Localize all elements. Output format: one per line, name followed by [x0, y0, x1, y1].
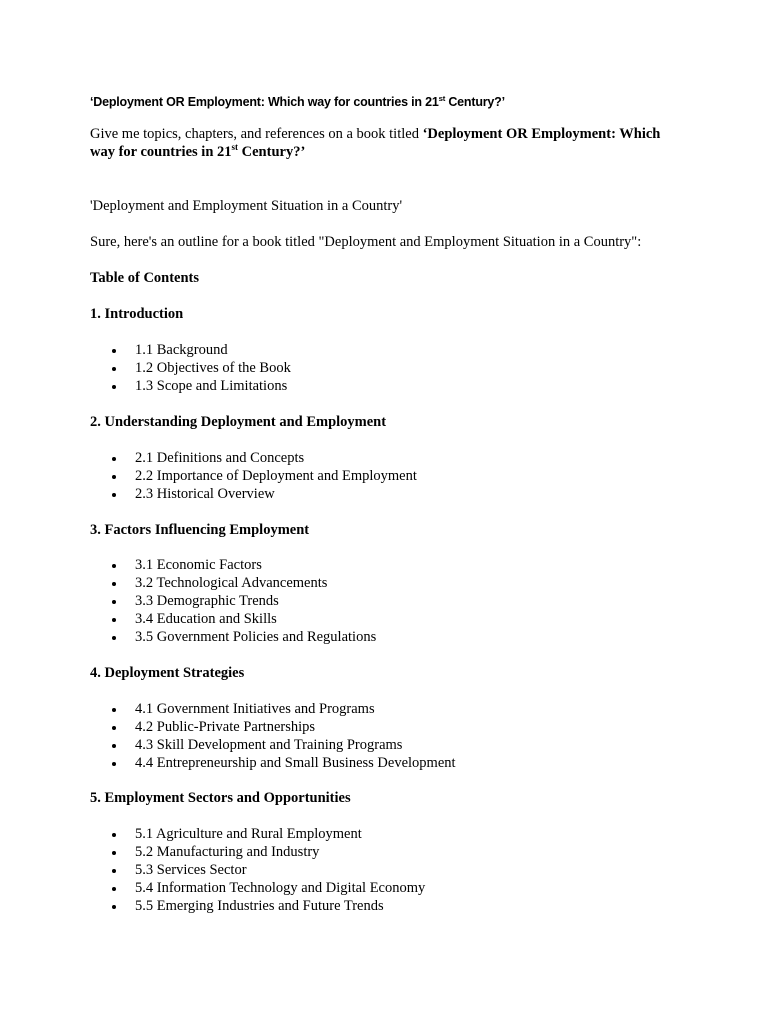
list-item: 5.4 Information Technology and Digital Economy [90, 879, 425, 897]
list-item: 3.1 Economic Factors [90, 556, 376, 574]
list-item: 3.3 Demographic Trends [90, 592, 376, 610]
section-title: 4. Deployment Strategies [90, 665, 245, 681]
list-item: 4.2 Public-Private Partnerships [90, 718, 456, 736]
list-item: 1.1 Background [90, 341, 291, 359]
intro-paragraph: Sure, here's an outline for a book titled "Deployment and Employment Situation in a Country": [90, 234, 642, 250]
list-item: 4.4 Entrepreneurship and Small Business Development [90, 754, 456, 772]
section-list [90, 341, 291, 395]
section-list [90, 825, 425, 915]
section-title: 2. Understanding Deployment and Employment [90, 414, 387, 430]
prompt-paragraph: Give me topics, chapters, and references on a book titled ‘Deployment OR Employment: Which way for countries in 21st Century?’ [90, 126, 661, 160]
section-list [90, 556, 376, 646]
list-item: 5.2 Manufacturing and Industry [90, 843, 425, 861]
section-list [90, 700, 456, 772]
section-list [90, 449, 417, 503]
list-item: 3.4 Education and Skills [90, 610, 376, 628]
list-item: 2.2 Importance of Deployment and Employment [90, 467, 417, 485]
section-title: 1. Introduction [90, 306, 184, 322]
list-item: 5.3 Services Sector [90, 861, 425, 879]
subtitle: 'Deployment and Employment Situation in a Country' [90, 198, 403, 214]
list-item: 2.1 Definitions and Concepts [90, 449, 417, 467]
section-title: 5. Employment Sectors and Opportunities [90, 790, 351, 806]
list-item: 1.3 Scope and Limitations [90, 377, 291, 395]
list-item: 3.5 Government Policies and Regulations [90, 628, 376, 646]
document-heading: ‘Deployment OR Employment: Which way for countries in 21st Century?’ [90, 93, 505, 109]
list-item: 2.3 Historical Overview [90, 485, 417, 503]
list-item: 3.2 Technological Advancements [90, 574, 376, 592]
list-item: 5.5 Emerging Industries and Future Trends [90, 897, 425, 915]
list-item: 5.1 Agriculture and Rural Employment [90, 825, 425, 843]
toc-heading: Table of Contents [90, 270, 200, 286]
list-item: 4.3 Skill Development and Training Programs [90, 736, 456, 754]
section-title: 3. Factors Influencing Employment [90, 522, 310, 538]
list-item: 4.1 Government Initiatives and Programs [90, 700, 456, 718]
list-item: 1.2 Objectives of the Book [90, 359, 291, 377]
